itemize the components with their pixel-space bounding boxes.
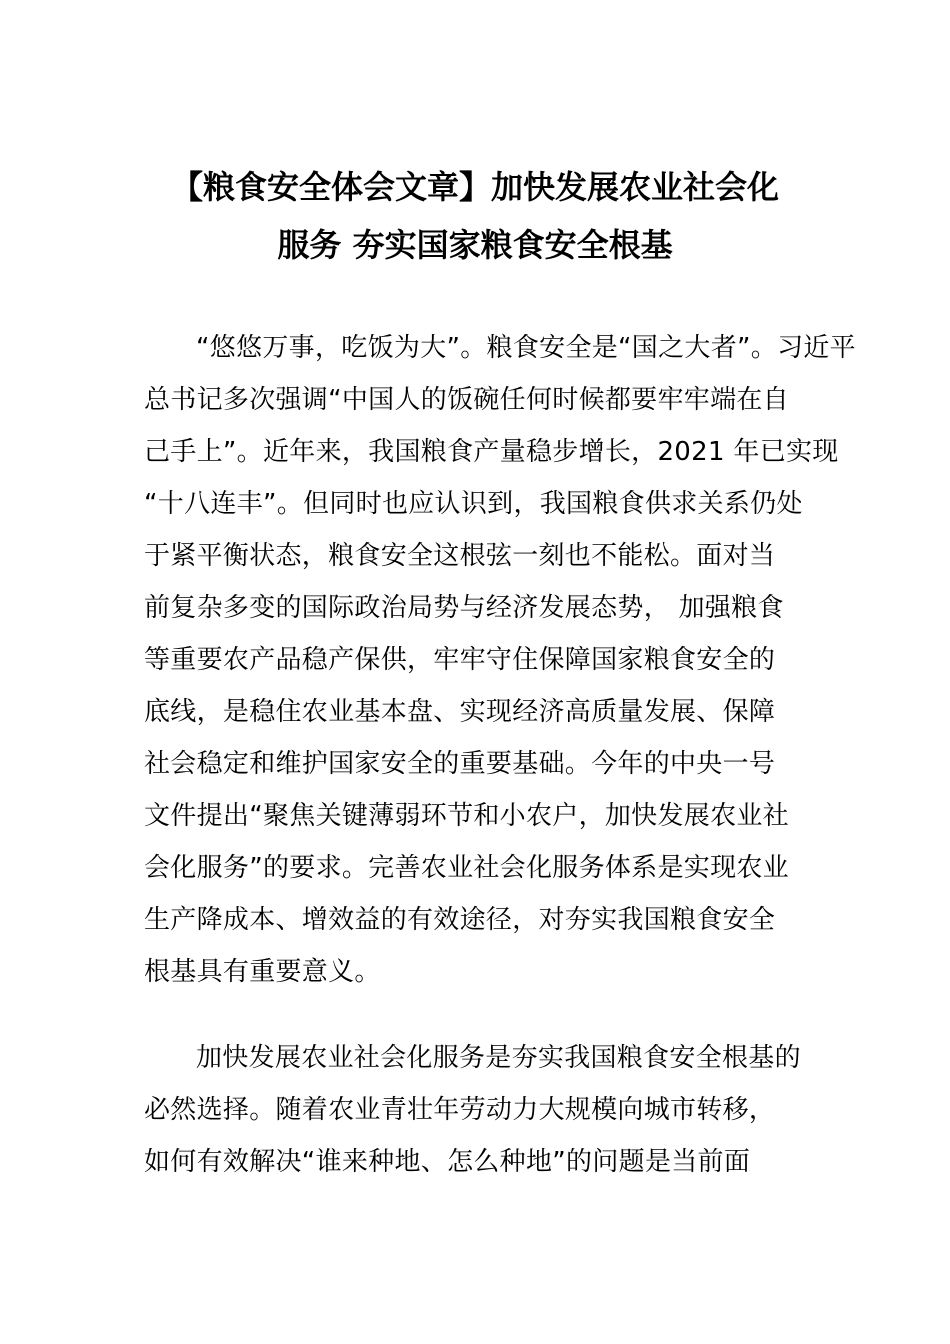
paragraph-1-line: 于紧平衡状态，粮食安全这根弦一刻也不能松。面对当 — [144, 541, 776, 571]
paragraph-1-line: 根基具有重要意义。 — [144, 957, 381, 987]
paragraph-1-line: 文件提出“聚焦关键薄弱环节和小农户，加快发展农业社 — [144, 801, 789, 831]
paragraph-1-line: 总书记多次强调“中国人的饭碗任何时候都要牢牢端在自 — [144, 385, 789, 415]
paragraph-1-line: “悠悠万事，吃饭为大”。粮食安全是“国之大者”。习近平 — [196, 333, 856, 363]
paragraph-1-line: 前复杂多变的国际政治局势与经济发展态势， 加强粮食 — [144, 593, 784, 623]
paragraph-1-line: 等重要农产品稳产保供，牢牢守住保障国家粮食安全的 — [144, 645, 776, 675]
paragraph-2-line: 如何有效解决“谁来种地、怎么种地”的问题是当前面 — [144, 1147, 751, 1177]
paragraph-2 — [144, 1032, 834, 1188]
title-line-1: 【粮食安全体会文章】加快发展农业社会化 — [170, 168, 779, 206]
paragraph-1-line: 社会稳定和维护国家安全的重要基础。今年的中央一号 — [144, 749, 776, 779]
paragraph-2-line: 加快发展农业社会化服务是夯实我国粮食安全根基的 — [196, 1043, 801, 1073]
paragraph-2-line: 必然选择。随着农业青壮年劳动力大规模向城市转移， — [144, 1095, 776, 1125]
paragraph-1-line: 生产降成本、增效益的有效途径，对夯实我国粮食安全 — [144, 905, 776, 935]
title-line-2: 服务 夯实国家粮食安全根基 — [277, 226, 673, 264]
paragraph-1 — [144, 322, 856, 998]
paragraph-1-line: 己手上”。近年来，我国粮食产量稳步增长，2021 年已实现 — [144, 437, 839, 467]
paragraph-1-line: 底线，是稳住农业基本盘、实现经济高质量发展、保障 — [144, 697, 776, 727]
paragraph-1-line: “十八连丰”。但同时也应认识到，我国粮食供求关系仍处 — [144, 489, 803, 519]
document-title — [140, 158, 810, 274]
paragraph-1-line: 会化服务”的要求。完善农业社会化服务体系是实现农业 — [144, 853, 789, 883]
